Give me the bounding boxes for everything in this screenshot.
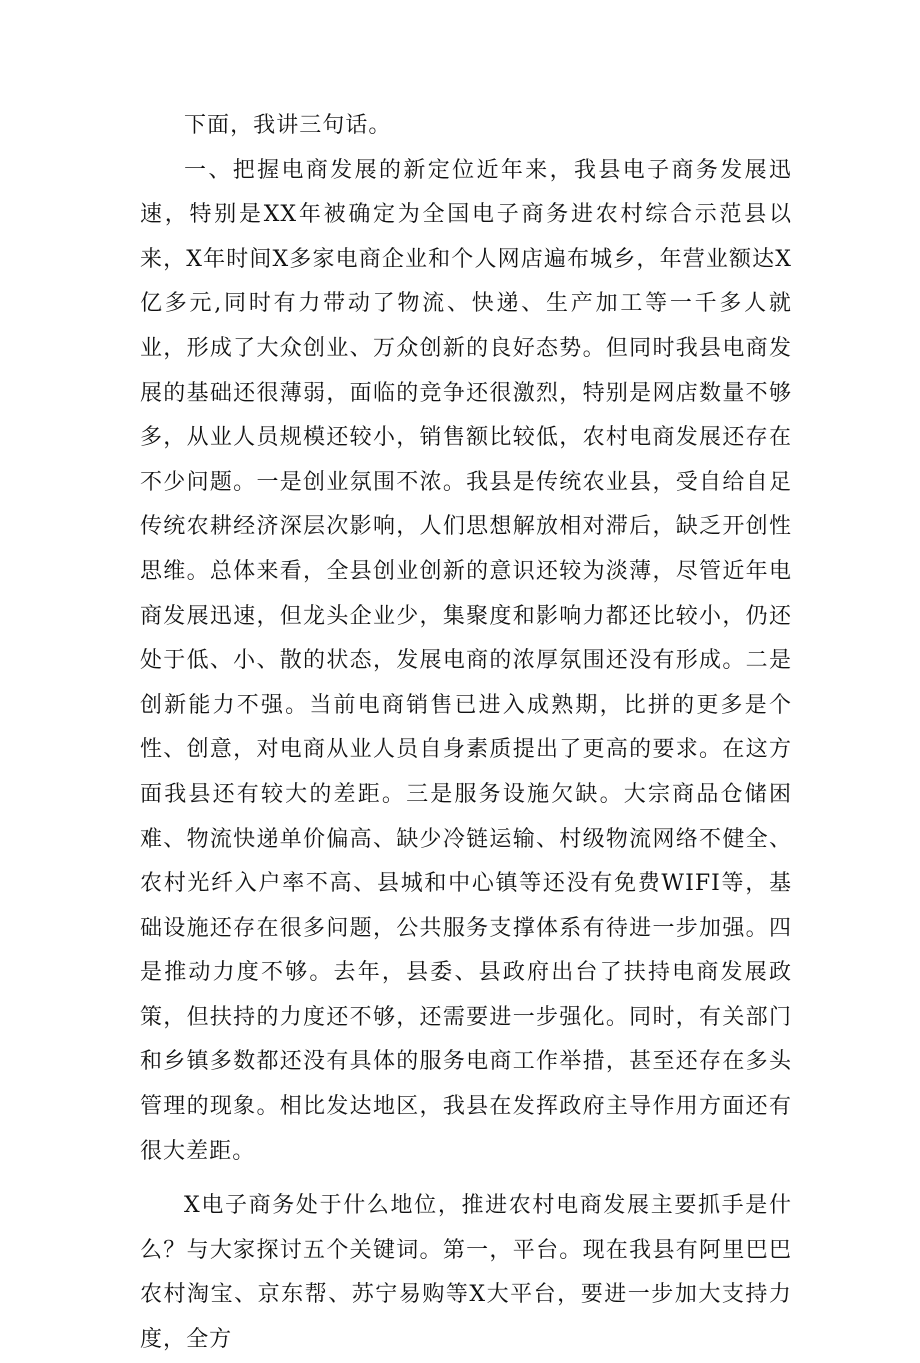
document-body [140,104,792,1363]
paragraph-section-one: 一、把握电商发展的新定位近年来，我县电子商务发展迅速，特别是XX年被确定为全国电子商务进农村综合示范县以来，X年时间X多家电商企业和个人网店遍布城乡，年营业额达X亿多元,同时有力带动了物流、快递、生产加工等一千多人就业，形成了大众创业、万众创新的良好态势。但同时我县电商发展的基础还很薄弱，面临的竞争还很激烈，特别是网店数量不够多，从业人员规模还较小，销售额比较低，农村电商发展还存在不少问题。一是创业氛围不浓。我县是传统农业县，受自给自足传统农耕经济深层次影响，人们思想解放相对滞后，缺乏开创性思维。总体来看，全县创业创新的意识还较为淡薄，尽管近年电商发展迅速，但龙头企业少，集聚度和影响力都还比较小，仍还处于低、小、散的状态，发展电商的浓厚氛围还没有形成。二是创新能力不强。当前电商销售已进入成熟期，比拼的更多是个性、创意，对电商从业人员自身素质提出了更高的要求。在这方面我县还有较大的差距。三是服务设施欠缺。大宗商品仓储困难、物流快递单价偏高、缺少冷链运输、村级物流网络不健全、农村光纤入户率不高、县城和中心镇等还没有免费WIFI等，基础设施还存在很多问题，公共服务支撑体系有待进一步加强。四是推动力度不够。去年，县委、县政府出台了扶持电商发展政策，但扶持的力度还不够，还需要进一步强化。同时，有关部门和乡镇多数都还没有具体的服务电商工作举措，甚至还存在多头管理的现象。相比发达地区，我县在发挥政府主导作用方面还有很大差距。 [140,157,792,1164]
paragraph-intro: 下面，我讲三句话。 [184,113,392,138]
paragraph-ecommerce-keywords: X电子商务处于什么地位，推进农村电商发展主要抓手是什么？与大家探讨五个关键词。第一，平台。现在我县有阿里巴巴农村淘宝、京东帮、苏宁易购等X大平台，要进一步加大支持力度，全方 [140,1193,792,1353]
